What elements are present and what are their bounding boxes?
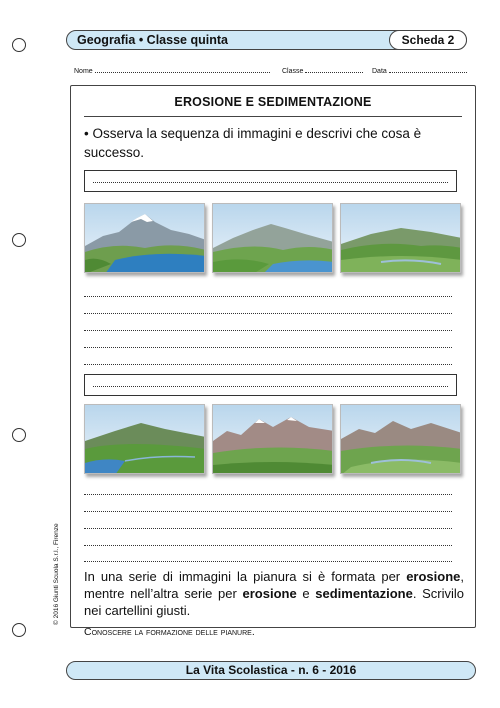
footer-bar: La Vita Scolastica - n. 6 - 2016 [66, 661, 476, 680]
name-field[interactable] [95, 66, 270, 73]
instruction-text: • Osserva la sequenza di immagini e descrivi che cosa è successo. [84, 126, 422, 160]
writing-line[interactable] [84, 511, 452, 512]
writing-line[interactable] [84, 347, 452, 348]
subject-title: Geografia • Classe quinta [77, 33, 228, 47]
writing-line[interactable] [84, 494, 452, 495]
landscape-image-2b [212, 404, 333, 474]
writing-line[interactable] [84, 528, 452, 529]
conclusion-text: In una serie di immagini la pianura si è formata per erosione, mentre nell’altra serie per erosione e sedimentazione. Scrivilo nei cartellini giusti. [84, 569, 464, 618]
class-label: Classe [282, 68, 304, 75]
landscape-image-2a [84, 404, 205, 474]
binder-hole [12, 623, 26, 637]
class-field[interactable] [305, 66, 363, 73]
landscape-image-1b [212, 203, 333, 273]
landscape-image-1a [84, 203, 205, 273]
landscape-image-2c [340, 404, 461, 474]
date-field[interactable] [389, 66, 467, 73]
label-box-1[interactable] [84, 170, 457, 192]
header-bar [66, 30, 467, 50]
writing-line[interactable] [84, 313, 452, 314]
date-label: Data [372, 68, 387, 75]
binder-hole [12, 428, 26, 442]
label-box-2[interactable] [84, 374, 457, 396]
binder-hole [12, 38, 26, 52]
writing-line[interactable] [84, 296, 452, 297]
writing-line[interactable] [84, 364, 452, 365]
writing-line[interactable] [84, 330, 452, 331]
title-divider [84, 116, 462, 117]
copyright-note: © 2016 Giunti Scuola S.r.l., Firenze [53, 523, 60, 625]
landscape-image-1c [340, 203, 461, 273]
page-title: EROSIONE E SEDIMENTAZIONE [174, 95, 372, 109]
writing-line[interactable] [84, 561, 452, 562]
binder-hole [12, 233, 26, 247]
student-fields [74, 66, 474, 78]
name-label: Nome [74, 68, 93, 75]
sheet-tab: Scheda 2 [389, 30, 467, 50]
worksheet-frame [70, 85, 476, 628]
learning-goal: Conoscere la formazione delle pianure. [84, 626, 255, 638]
writing-line[interactable] [84, 545, 452, 546]
